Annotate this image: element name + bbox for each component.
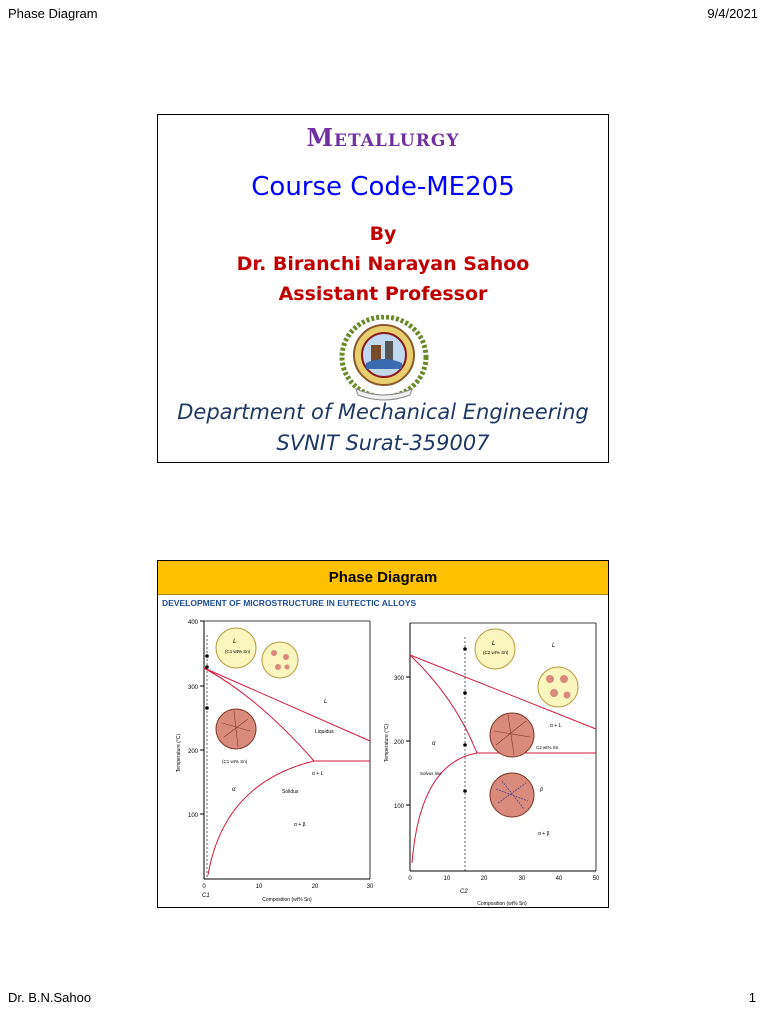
left-comp-marker: C1 (202, 893, 210, 899)
left-ytick-300: 300 (187, 685, 198, 691)
right-xtick-0: 0 (408, 876, 412, 882)
right-region-L: L (552, 643, 556, 649)
right-phase-diagram (380, 613, 605, 909)
department: Department of Mechanical Engineering (177, 400, 589, 424)
right-comp-marker: C2 (460, 889, 468, 895)
left-xlabel: Composition (wt% Sn) (262, 897, 312, 903)
right-ylabel: Temperature (°C) (384, 723, 390, 763)
right-xtick-20: 20 (480, 876, 488, 882)
header-title: Phase Diagram (8, 6, 98, 21)
left-phase-diagram (164, 613, 379, 903)
author-name: Dr. Biranchi Narayan Sahoo (236, 253, 530, 275)
title-slide (157, 114, 609, 463)
right-xtick-30: 30 (518, 876, 526, 882)
slide-subtitle: DEVELOPMENT OF MICROSTRUCTURE IN EUTECTIC ALLOYS (162, 598, 417, 608)
left-xtick-0: 0 (202, 884, 206, 890)
right-region-aL: α + L (550, 723, 562, 729)
left-circle-comp-top: (C1 wt% Sn) (225, 649, 251, 654)
footer-author: Dr. B.N.Sahoo (8, 990, 92, 1005)
right-ytick-300: 300 (393, 676, 404, 682)
left-xtick-20: 20 (311, 884, 319, 890)
author-role: Assistant Professor (278, 283, 488, 305)
by-label: By (369, 223, 397, 245)
right-region-ab: α + β (538, 831, 550, 837)
left-ytick-200: 200 (187, 749, 198, 755)
subject-title: Metallurgy (306, 123, 460, 152)
left-ytick-400: 400 (187, 620, 198, 626)
right-circle-comp-top: (C2 wt% Sn) (483, 650, 509, 655)
phase-diagram-slide (157, 560, 609, 908)
left-ylabel: Temperature (°C) (176, 733, 182, 773)
left-xtick-10: 10 (255, 884, 263, 890)
right-region-alpha: α (432, 741, 436, 747)
left-solidus: Solidus (282, 789, 299, 795)
left-xtick-30: 30 (366, 884, 374, 890)
right-xlabel: Composition (wt% Sn) (477, 901, 527, 907)
left-region-alpha: α (232, 787, 236, 793)
right-xtick-10: 10 (443, 876, 451, 882)
header-date: 9/4/2021 (707, 6, 758, 21)
right-circle-L: L (492, 641, 496, 647)
right-ytick-200: 200 (393, 740, 404, 746)
left-region-aL: α + L (312, 771, 324, 777)
right-circle-comp-mid: C2 wt% Sn (536, 745, 559, 750)
institute: SVNIT Surat-359007 (276, 431, 490, 455)
svnit-emblem-icon (338, 315, 430, 403)
right-solvus: Solvus line (420, 771, 442, 776)
right-xtick-40: 40 (555, 876, 563, 882)
left-region-L: L (324, 699, 328, 705)
course-code: Course Code-ME205 (251, 172, 515, 202)
right-ytick-100: 100 (393, 804, 404, 810)
left-region-ab: α + β (294, 822, 306, 828)
right-circle-beta: β (540, 787, 543, 793)
slide-title-bar: Phase Diagram (158, 561, 608, 595)
left-circle-comp-bottom: (C1 wt% Sn) (222, 759, 248, 764)
right-xtick-50: 50 (592, 876, 600, 882)
left-circle-L: L (233, 639, 237, 645)
left-ytick-100: 100 (187, 813, 198, 819)
left-liquidus: Liquidus (315, 729, 334, 735)
footer-page-number: 1 (748, 990, 756, 1005)
